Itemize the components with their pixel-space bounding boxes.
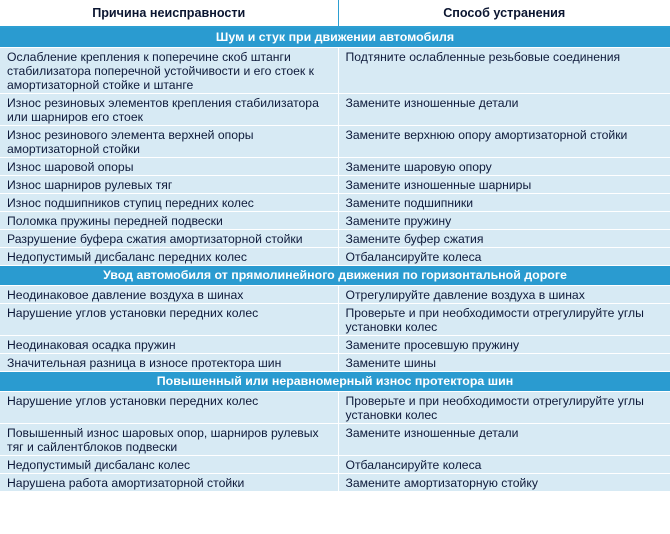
remedy-cell: Отбалансируйте колеса <box>338 456 670 474</box>
cause-cell: Недопустимый дисбаланс колес <box>0 456 338 474</box>
section-title: Шум и стук при движении автомобиля <box>0 27 670 48</box>
section-row <box>0 27 670 48</box>
table-row <box>0 286 670 304</box>
remedy-cell: Проверьте и при необходимости отрегулируйте углы установки колес <box>338 304 670 336</box>
remedy-cell: Замените изношенные шарниры <box>338 176 670 194</box>
table-row <box>0 336 670 354</box>
table-row <box>0 126 670 158</box>
remedy-cell: Подтяните ослабленные резьбовые соединения <box>338 48 670 94</box>
cause-cell: Износ подшипников ступиц передних колес <box>0 194 338 212</box>
remedy-cell: Замените шины <box>338 354 670 372</box>
cause-cell: Значительная разница в износе протектора шин <box>0 354 338 372</box>
header-remedy: Способ устранения <box>338 0 670 27</box>
remedy-cell: Отбалансируйте колеса <box>338 248 670 266</box>
table-row <box>0 392 670 424</box>
table-row <box>0 212 670 230</box>
remedy-cell: Проверьте и при необходимости отрегулируйте углы установки колес <box>338 392 670 424</box>
remedy-cell: Замените буфер сжатия <box>338 230 670 248</box>
remedy-cell: Замените подшипники <box>338 194 670 212</box>
cause-cell: Повышенный износ шаровых опор, шарниров рулевых тяг и сайлентблоков подвески <box>0 424 338 456</box>
cause-cell: Нарушение углов установки передних колес <box>0 392 338 424</box>
remedy-cell: Замените изношенные детали <box>338 94 670 126</box>
remedy-cell: Замените пружину <box>338 212 670 230</box>
cause-cell: Неодинаковое давление воздуха в шинах <box>0 286 338 304</box>
cause-cell: Недопустимый дисбаланс передних колес <box>0 248 338 266</box>
remedy-cell: Замените просевшую пружину <box>338 336 670 354</box>
table-row <box>0 456 670 474</box>
table-row <box>0 424 670 456</box>
cause-cell: Поломка пружины передней подвески <box>0 212 338 230</box>
section-row <box>0 372 670 392</box>
cause-cell: Износ шаровой опоры <box>0 158 338 176</box>
remedy-cell: Замените верхнюю опору амортизаторной стойки <box>338 126 670 158</box>
table-row <box>0 94 670 126</box>
cause-cell: Износ шарниров рулевых тяг <box>0 176 338 194</box>
cause-cell: Износ резинового элемента верхней опоры амортизаторной стойки <box>0 126 338 158</box>
table-row <box>0 354 670 372</box>
cause-cell: Нарушение углов установки передних колес <box>0 304 338 336</box>
table-body <box>0 27 670 492</box>
remedy-cell: Замените амортизаторную стойку <box>338 474 670 492</box>
cause-cell: Износ резиновых элементов крепления стабилизатора или шарниров его стоек <box>0 94 338 126</box>
table-row <box>0 48 670 94</box>
table-row <box>0 248 670 266</box>
remedy-cell: Замените шаровую опору <box>338 158 670 176</box>
header-cause: Причина неисправности <box>0 0 338 27</box>
table-row <box>0 474 670 492</box>
table-row <box>0 158 670 176</box>
section-title: Увод автомобиля от прямолинейного движения по горизонтальной дороге <box>0 266 670 286</box>
cause-cell: Нарушена работа амортизаторной стойки <box>0 474 338 492</box>
cause-cell: Неодинаковая осадка пружин <box>0 336 338 354</box>
table-row <box>0 304 670 336</box>
section-row <box>0 266 670 286</box>
remedy-cell: Отрегулируйте давление воздуха в шинах <box>338 286 670 304</box>
remedy-cell: Замените изношенные детали <box>338 424 670 456</box>
table-row <box>0 176 670 194</box>
table-row <box>0 194 670 212</box>
table-row <box>0 230 670 248</box>
cause-cell: Ослабление крепления к поперечине скоб штанги стабилизатора поперечной устойчивости и его стоек к амортизаторной стойке и штанге <box>0 48 338 94</box>
section-title: Повышенный или неравномерный износ протектора шин <box>0 372 670 392</box>
table-header-row <box>0 0 670 27</box>
cause-cell: Разрушение буфера сжатия амортизаторной стойки <box>0 230 338 248</box>
